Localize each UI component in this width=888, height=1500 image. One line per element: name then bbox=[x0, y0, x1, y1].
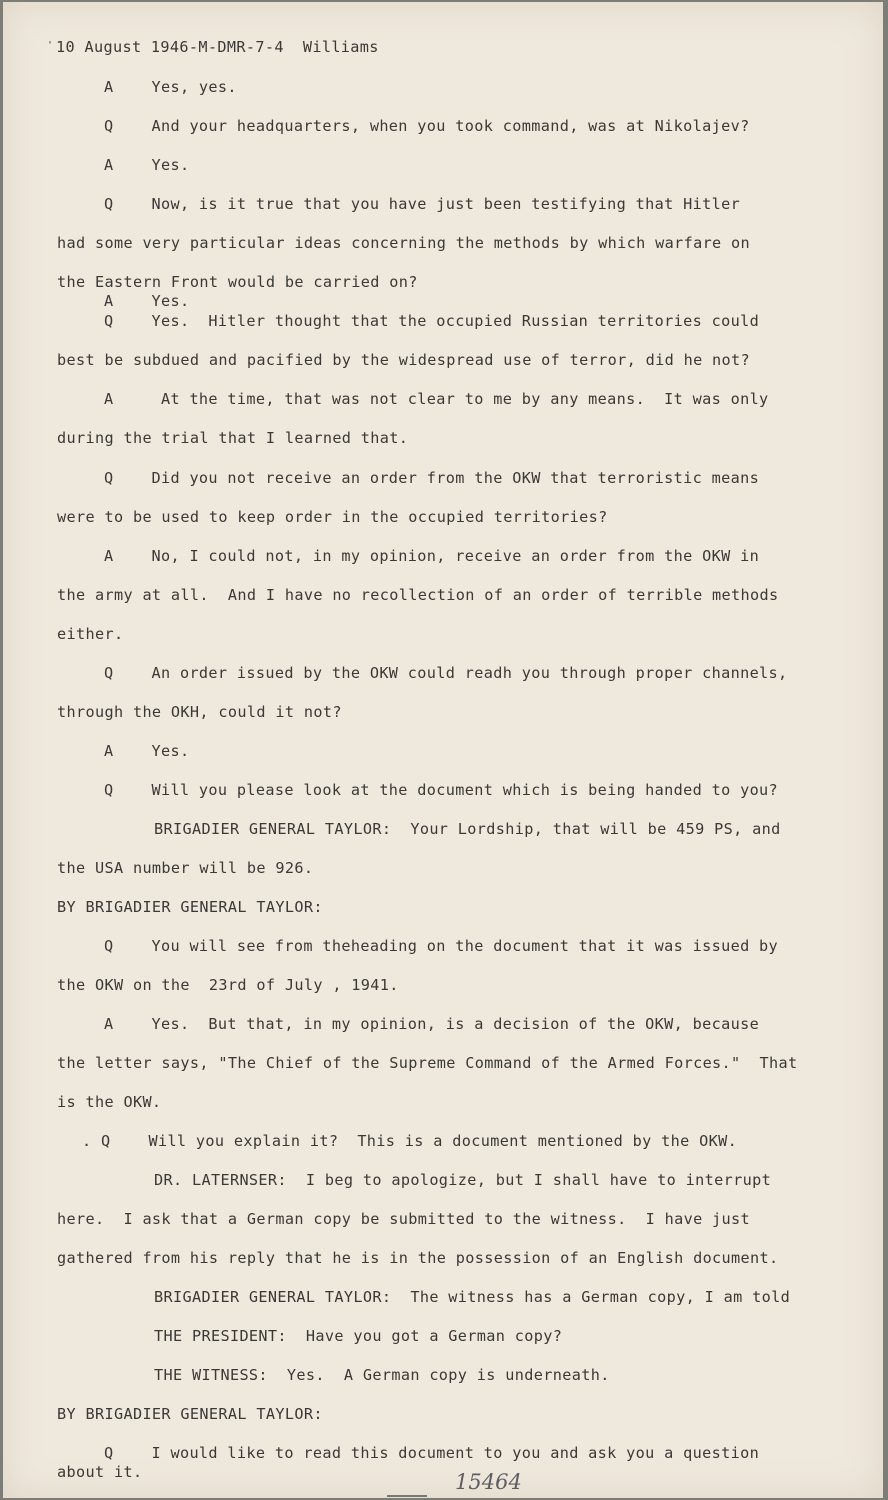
text-line: had some very particular ideas concerning the methods by which warfare on bbox=[57, 234, 751, 252]
text-line: A No, I could not, in my opinion, receive an order from the OKW in bbox=[104, 547, 760, 565]
text-line: the USA number will be 926. bbox=[57, 859, 314, 877]
text-line: A Yes. bbox=[104, 156, 190, 174]
text-line: the army at all. And I have no recollection of an order of terrible methods bbox=[57, 586, 779, 604]
text-line: during the trial that I learned that. bbox=[57, 429, 409, 447]
text-line: Q Did you not receive an order from the OKW that terroristic means bbox=[104, 469, 760, 487]
text-line: DR. LATERNSER: I beg to apologize, but I shall have to interrupt bbox=[154, 1171, 772, 1189]
text-line: the letter says, "The Chief of the Supreme Command of the Armed Forces." That bbox=[57, 1054, 798, 1072]
text-line: BRIGADIER GENERAL TAYLOR: The witness has a German copy, I am told bbox=[154, 1288, 791, 1306]
text-line: either. bbox=[57, 625, 124, 643]
text-line: Q Will you please look at the document which is being handed to you? bbox=[104, 781, 779, 799]
text-line: THE WITNESS: Yes. A German copy is underneath. bbox=[154, 1366, 610, 1384]
document-page bbox=[3, 2, 883, 1498]
text-line: here. I ask that a German copy be submitted to the witness. I have just bbox=[57, 1210, 751, 1228]
text-line: A Yes. bbox=[104, 292, 190, 310]
text-line: Q Now, is it true that you have just been testifying that Hitler bbox=[104, 195, 741, 213]
text-line: A Yes. But that, in my opinion, is a decision of the OKW, because bbox=[104, 1015, 760, 1033]
text-line: . Q Will you explain it? This is a document mentioned by the OKW. bbox=[82, 1132, 738, 1150]
text-line: Q I would like to read this document to you and ask you a question bbox=[104, 1444, 760, 1462]
handwritten-page-number: 15464 bbox=[455, 1470, 522, 1494]
text-line: gathered from his reply that he is in the possession of an English document. bbox=[57, 1249, 779, 1267]
text-line: the Eastern Front would be carried on? bbox=[57, 273, 418, 291]
text-line: is the OKW. bbox=[57, 1093, 162, 1111]
text-line: THE PRESIDENT: Have you got a German copy? bbox=[154, 1327, 563, 1345]
text-line: about it. bbox=[57, 1463, 143, 1481]
text-line: best be subdued and pacified by the widespread use of terror, did he not? bbox=[57, 351, 751, 369]
text-line: through the OKH, could it not? bbox=[57, 703, 342, 721]
text-line: BY BRIGADIER GENERAL TAYLOR: bbox=[57, 1405, 323, 1423]
text-line: A At the time, that was not clear to me by any means. It was only bbox=[104, 390, 769, 408]
text-line: BRIGADIER GENERAL TAYLOR: Your Lordship, that will be 459 PS, and bbox=[154, 820, 781, 838]
text-line: Q Yes. Hitler thought that the occupied Russian territories could bbox=[104, 312, 760, 330]
margin-mark: ' bbox=[47, 40, 54, 51]
page-header: 10 August 1946-M-DMR-7-4 Williams bbox=[56, 38, 379, 56]
text-line: Q And your headquarters, when you took command, was at Nikolajev? bbox=[104, 117, 750, 135]
text-line: Q An order issued by the OKW could readh you through proper channels, bbox=[104, 664, 788, 682]
text-line: Q You will see from theheading on the document that it was issued by bbox=[104, 937, 779, 955]
text-line: were to be used to keep order in the occupied territories? bbox=[57, 508, 608, 526]
text-line: the OKW on the 23rd of July , 1941. bbox=[57, 976, 399, 994]
text-line: A Yes, yes. bbox=[104, 78, 237, 96]
text-line: BY BRIGADIER GENERAL TAYLOR: bbox=[57, 898, 323, 916]
text-line: A Yes. bbox=[104, 742, 190, 760]
cut-off-stamp bbox=[387, 1495, 427, 1500]
